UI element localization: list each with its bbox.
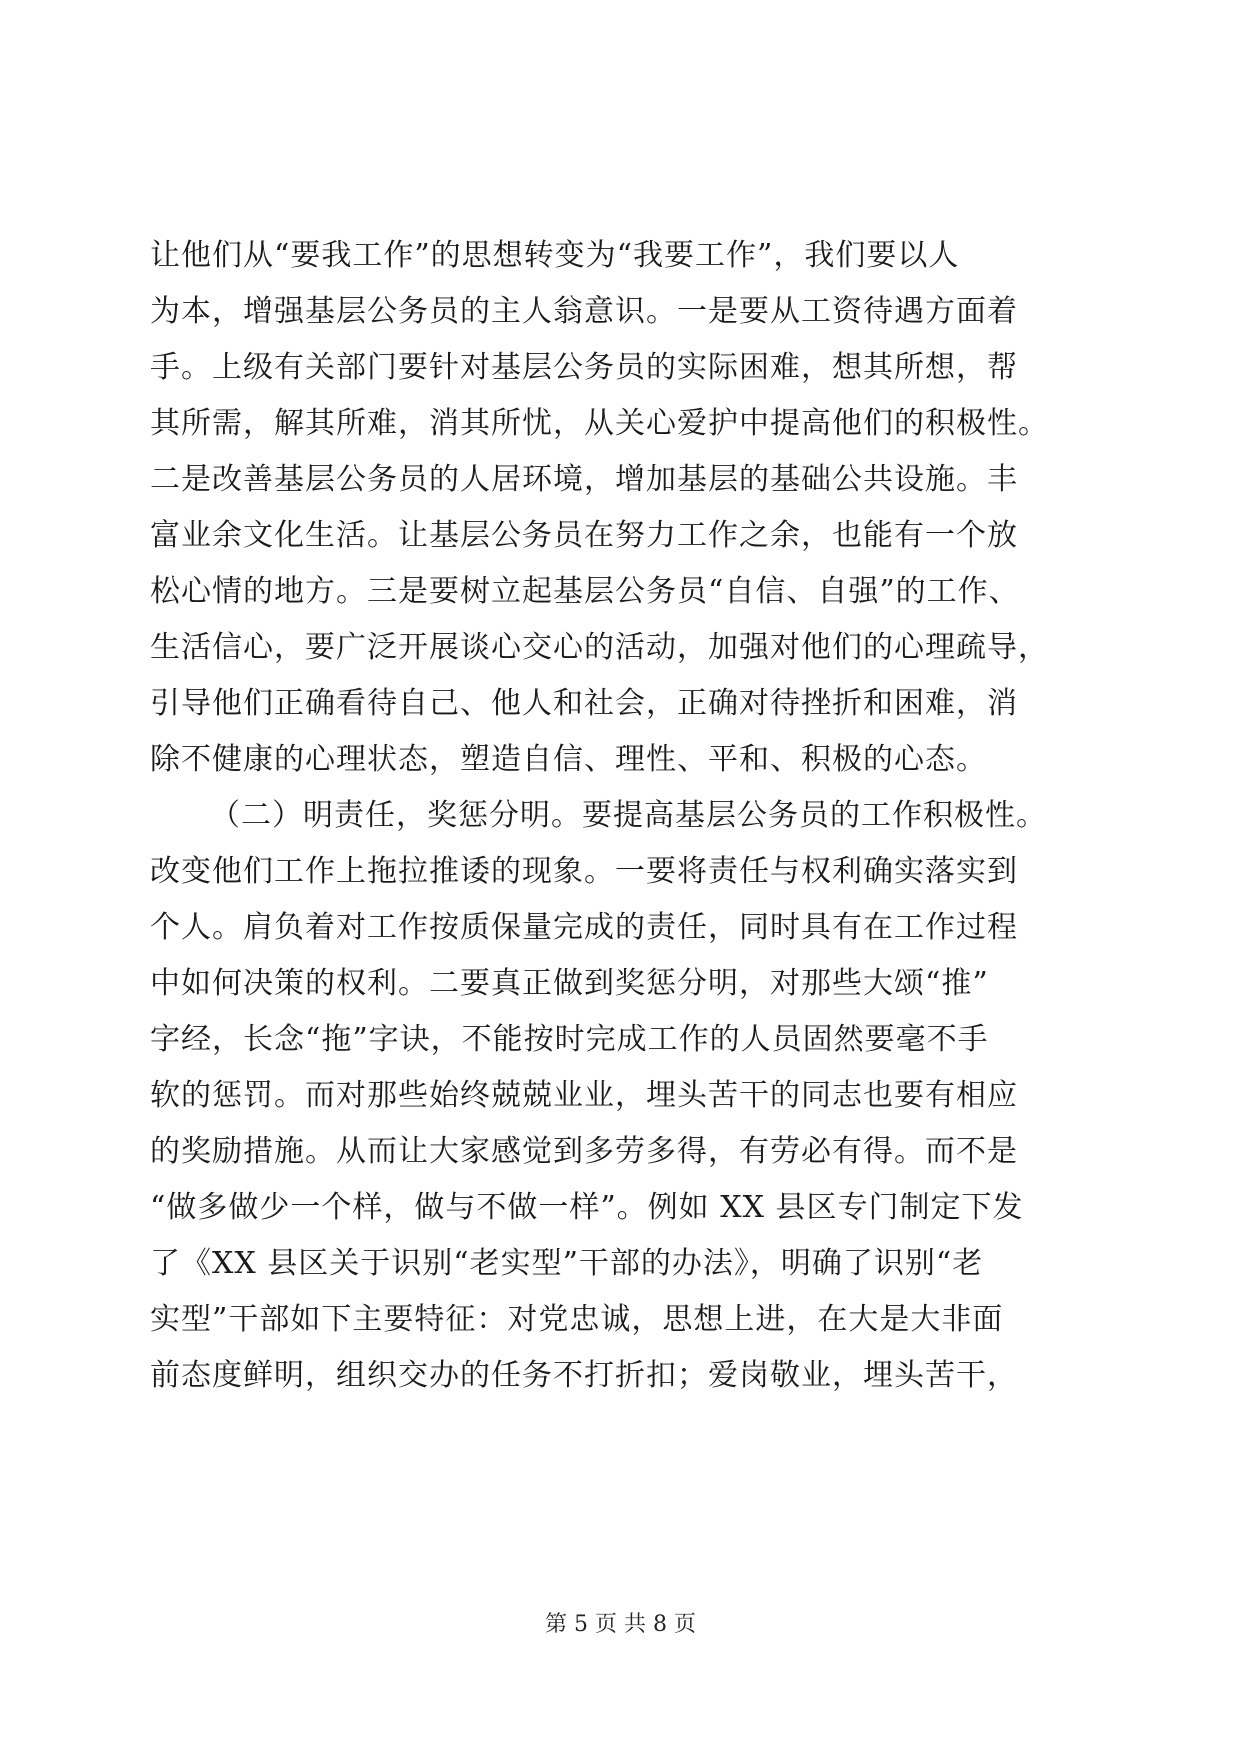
text-line: 富业余文化生活。让基层公务员在努力工作之余，也能有一个放 (150, 518, 1018, 553)
text-line: 除不健康的心理状态，塑造自信、理性、平和、积极的心态。 (150, 742, 987, 777)
body-text (150, 228, 1150, 1404)
text-line: 手。上级有关部门要针对基层公务员的实际困难，想其所想，帮 (150, 350, 1018, 385)
text-line: 软的惩罚。而对那些始终兢兢业业，埋头苦干的同志也要有相应 (150, 1078, 1018, 1113)
text-line: 前态度鲜明，组织交办的任务不打折扣；爱岗敬业，埋头苦干， (150, 1358, 1018, 1393)
text-line: 引导他们正确看待自己、他人和社会，正确对待挫折和困难，消 (150, 686, 1018, 721)
page-number-footer: 第 5 页 共 8 页 (545, 1612, 696, 1637)
text-line: 了《XX 县区关于识别“老实型”干部的办法》，明确了识别“老 (150, 1246, 984, 1281)
text-line: 改变他们工作上拖拉推诿的现象。一要将责任与权利确实落实到 (150, 854, 1018, 889)
text-line: 中如何决策的权利。二要真正做到奖惩分明，对那些大颂“推” (150, 966, 989, 1001)
text-line: “做多做少一个样，做与不做一样”。例如 XX 县区专门制定下发 (150, 1190, 1024, 1225)
text-line: 为本，增强基层公务员的主人翁意识。一是要从工资待遇方面着 (150, 294, 1018, 329)
text-line: 让他们从“要我工作”的思想转变为“我要工作”，我们要以人 (150, 238, 960, 273)
section-heading-line: （二）明责任，奖惩分明。要提高基层公务员的工作积极性。 (210, 798, 1047, 833)
text-line: 实型”干部如下主要特征：对党忠诚，思想上进，在大是大非面 (150, 1302, 1004, 1337)
text-line: 松心情的地方。三是要树立起基层公务员“自信、自强”的工作、 (150, 574, 1020, 609)
text-line: 个人。肩负着对工作按质保量完成的责任，同时具有在工作过程 (150, 910, 1018, 945)
text-line: 其所需，解其所难，消其所忧，从关心爱护中提高他们的积极性。 (150, 406, 1049, 441)
text-line: 字经，长念“拖”字诀，不能按时完成工作的人员固然要毫不手 (150, 1022, 989, 1057)
text-line: 的奖励措施。从而让大家感觉到多劳多得，有劳必有得。而不是 (150, 1134, 1018, 1169)
text-line: 生活信心，要广泛开展谈心交心的活动，加强对他们的心理疏导， (150, 630, 1049, 665)
text-line: 二是改善基层公务员的人居环境，增加基层的基础公共设施。丰 (150, 462, 1018, 497)
